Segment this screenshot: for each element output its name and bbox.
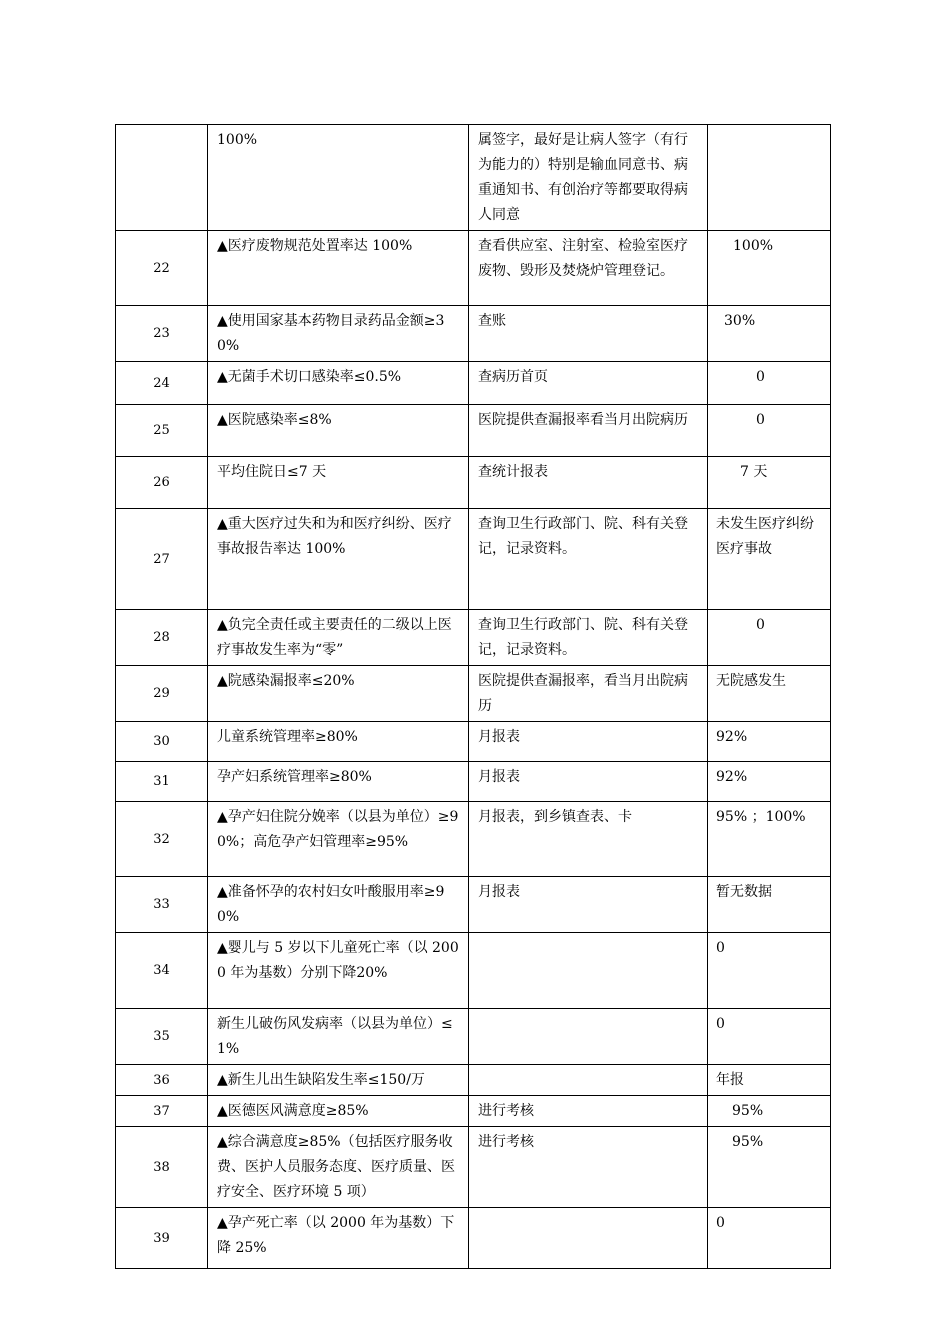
check-method-cell: 医院提供查漏报率看当月出院病历	[469, 405, 708, 457]
result-cell: 7 天	[708, 457, 831, 509]
check-method-cell: 月报表	[469, 722, 708, 762]
check-method-cell: 属签字，最好是让病人签字（有行为能力的）特别是输血同意书、病重通知书、有创治疗等都要取得病人同意	[469, 125, 708, 231]
table-body	[116, 125, 831, 1269]
table-row	[116, 877, 831, 933]
table-row	[116, 933, 831, 1009]
result-cell: 92%	[708, 762, 831, 802]
indicator-cell: ▲新生儿出生缺陷发生率≤150/万	[208, 1065, 469, 1096]
result-cell: 0	[708, 362, 831, 405]
indicator-cell: ▲医德医风满意度≥85%	[208, 1096, 469, 1127]
result-cell: 年报	[708, 1065, 831, 1096]
indicator-cell: ▲医院感染率≤8%	[208, 405, 469, 457]
row-number: 22	[116, 231, 208, 306]
indicator-cell: 新生儿破伤风发病率（以县为单位）≤1%	[208, 1009, 469, 1065]
result-cell: 未发生医疗纠纷医疗事故	[708, 509, 831, 610]
result-cell: 0	[708, 405, 831, 457]
result-cell: 30%	[708, 306, 831, 362]
result-cell: 92%	[708, 722, 831, 762]
table-row	[116, 1127, 831, 1208]
result-cell: 0	[708, 610, 831, 666]
check-method-cell	[469, 933, 708, 1009]
table-row	[116, 666, 831, 722]
result-cell: 0	[708, 1009, 831, 1065]
row-number: 36	[116, 1065, 208, 1096]
table-row	[116, 231, 831, 306]
row-number: 28	[116, 610, 208, 666]
table-row	[116, 457, 831, 509]
table-row	[116, 1096, 831, 1127]
row-number	[116, 125, 208, 231]
indicator-cell: ▲准备怀孕的农村妇女叶酸服用率≥90%	[208, 877, 469, 933]
indicator-cell: 儿童系统管理率≥80%	[208, 722, 469, 762]
row-number: 30	[116, 722, 208, 762]
table-row	[116, 802, 831, 877]
table-row	[116, 125, 831, 231]
check-method-cell: 查看供应室、注射室、检验室医疗废物、毁形及焚烧炉管理登记。	[469, 231, 708, 306]
table-row	[116, 1208, 831, 1269]
indicator-cell: ▲孕产妇住院分娩率（以县为单位）≥90%；高危孕产妇管理率≥95%	[208, 802, 469, 877]
table-row	[116, 762, 831, 802]
check-method-cell: 查询卫生行政部门、院、科有关登记，记录资料。	[469, 610, 708, 666]
table-row	[116, 509, 831, 610]
indicator-cell: ▲婴儿与 5 岁以下儿童死亡率（以 2000 年为基数）分别下降20%	[208, 933, 469, 1009]
indicator-cell: 孕产妇系统管理率≥80%	[208, 762, 469, 802]
indicator-cell: ▲重大医疗过失和为和医疗纠纷、医疗事故报告率达 100%	[208, 509, 469, 610]
check-method-cell: 查病历首页	[469, 362, 708, 405]
row-number: 29	[116, 666, 208, 722]
indicator-cell: 平均住院日≤7 天	[208, 457, 469, 509]
row-number: 24	[116, 362, 208, 405]
row-number: 26	[116, 457, 208, 509]
table-row	[116, 610, 831, 666]
indicator-cell: 100%	[208, 125, 469, 231]
indicator-cell: ▲孕产死亡率（以 2000 年为基数）下降 25%	[208, 1208, 469, 1269]
indicator-cell: ▲院感染漏报率≤20%	[208, 666, 469, 722]
check-method-cell	[469, 1208, 708, 1269]
row-number: 39	[116, 1208, 208, 1269]
row-number: 27	[116, 509, 208, 610]
row-number: 34	[116, 933, 208, 1009]
result-cell: 0	[708, 1208, 831, 1269]
check-method-cell	[469, 1009, 708, 1065]
result-cell: 95% ；100%	[708, 802, 831, 877]
indicator-table	[115, 124, 831, 1269]
check-method-cell: 月报表	[469, 877, 708, 933]
result-cell: 无院感发生	[708, 666, 831, 722]
check-method-cell: 月报表	[469, 762, 708, 802]
row-number: 25	[116, 405, 208, 457]
result-cell: 95%	[708, 1127, 831, 1208]
indicator-cell: ▲医疗废物规范处置率达 100%	[208, 231, 469, 306]
table-row	[116, 362, 831, 405]
result-cell: 100%	[708, 231, 831, 306]
check-method-cell	[469, 1065, 708, 1096]
row-number: 33	[116, 877, 208, 933]
table-row	[116, 1065, 831, 1096]
indicator-cell: ▲使用国家基本药物目录药品金额≥30%	[208, 306, 469, 362]
check-method-cell: 查账	[469, 306, 708, 362]
row-number: 32	[116, 802, 208, 877]
result-cell	[708, 125, 831, 231]
row-number: 35	[116, 1009, 208, 1065]
check-method-cell: 进行考核	[469, 1127, 708, 1208]
indicator-cell: ▲负完全责任或主要责任的二级以上医疗事故发生率为“零”	[208, 610, 469, 666]
result-cell: 0	[708, 933, 831, 1009]
table-row	[116, 405, 831, 457]
indicator-cell: ▲无菌手术切口感染率≤0.5%	[208, 362, 469, 405]
check-method-cell: 进行考核	[469, 1096, 708, 1127]
row-number: 38	[116, 1127, 208, 1208]
result-cell: 暂无数据	[708, 877, 831, 933]
indicator-cell: ▲综合满意度≥85%（包括医疗服务收费、医护人员服务态度、医疗质量、医疗安全、医疗环境 5 项）	[208, 1127, 469, 1208]
table-row	[116, 1009, 831, 1065]
check-method-cell: 查询卫生行政部门、院、科有关登记，记录资料。	[469, 509, 708, 610]
row-number: 37	[116, 1096, 208, 1127]
table-row	[116, 722, 831, 762]
check-method-cell: 月报表，到乡镇查表、卡	[469, 802, 708, 877]
table-row	[116, 306, 831, 362]
result-cell: 95%	[708, 1096, 831, 1127]
row-number: 31	[116, 762, 208, 802]
check-method-cell: 医院提供查漏报率，看当月出院病历	[469, 666, 708, 722]
check-method-cell: 查统计报表	[469, 457, 708, 509]
row-number: 23	[116, 306, 208, 362]
